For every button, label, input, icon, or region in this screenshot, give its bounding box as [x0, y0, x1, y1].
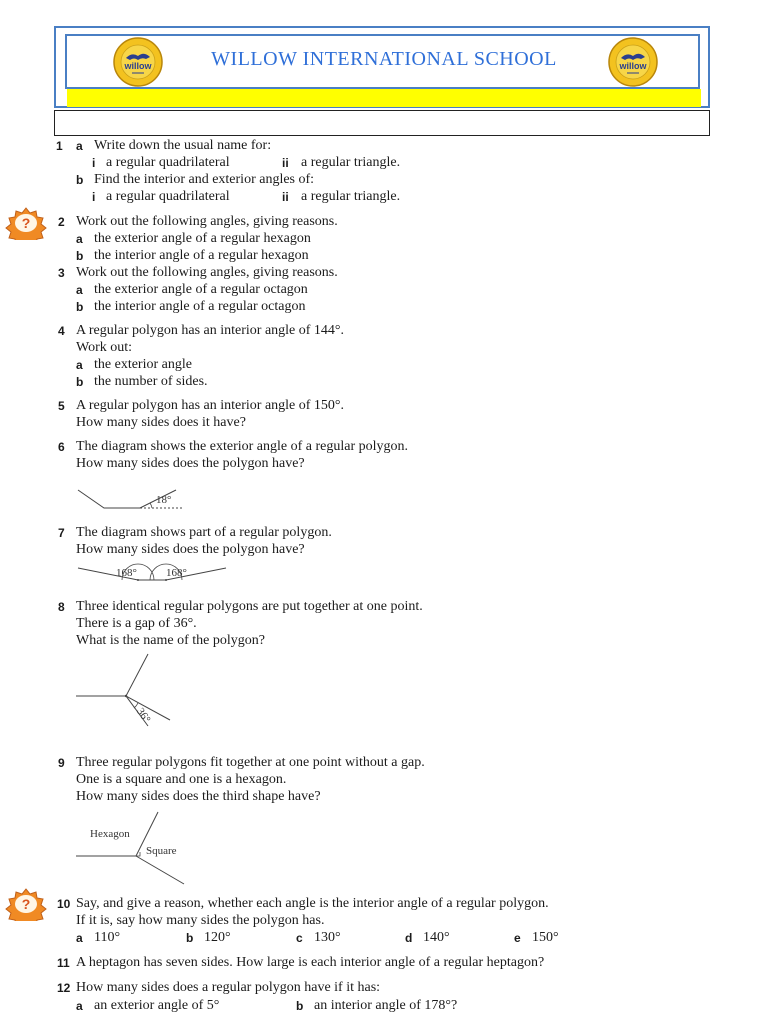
sub-part-label: ii — [282, 156, 289, 170]
question-text: A regular polygon has an interior angle of 144°. — [76, 323, 345, 338]
question-text: the exterior angle of a regular hexagon — [94, 231, 311, 246]
option-value: 130° — [314, 930, 341, 945]
question-text: If it is, say how many sides the polygon has. — [76, 913, 325, 928]
option-label: e — [514, 931, 521, 945]
sub-part-label: i — [92, 156, 96, 170]
svg-text:18°: 18° — [156, 494, 172, 506]
option-label: d — [405, 931, 413, 945]
option-value: 140° — [423, 930, 450, 945]
option-label: a — [76, 931, 83, 945]
part-label: a — [76, 232, 83, 246]
question-text: A regular polygon has an interior angle of 150°. — [76, 398, 345, 413]
part-label: a — [76, 999, 83, 1013]
question-text: the interior angle of a regular hexagon — [94, 248, 309, 263]
svg-text:Hexagon: Hexagon — [90, 828, 130, 840]
question-text: How many sides does a regular polygon have if it has: — [76, 980, 381, 995]
svg-text:36°: 36° — [133, 705, 153, 726]
svg-text:?: ? — [21, 215, 31, 231]
option-value: 110° — [94, 930, 121, 945]
svg-text:168°: 168° — [166, 567, 187, 579]
question-number: 11 — [57, 956, 70, 970]
question-text: a regular quadrilateral — [106, 155, 230, 170]
question-text: an interior angle of 178°? — [314, 998, 458, 1013]
question-text: What is the name of the polygon? — [76, 633, 265, 648]
sub-part-label: i — [92, 190, 96, 204]
question-text: One is a square and one is a hexagon. — [76, 772, 287, 787]
question-number: 6 — [58, 440, 65, 454]
part-label: b — [76, 300, 84, 314]
polygon-part-diagram — [76, 562, 228, 586]
question-number: 4 — [58, 324, 65, 338]
header-info-strip — [54, 110, 710, 136]
question-text: How many sides does the polygon have? — [76, 456, 305, 471]
question-text: Three regular polygons fit together at one point without a gap. — [76, 755, 425, 770]
question-text: The diagram shows the exterior angle of a regular polygon. — [76, 439, 409, 454]
question-text: Three identical regular polygons are put together at one point. — [76, 599, 423, 614]
part-label: a — [76, 139, 83, 153]
question-text: a regular triangle. — [301, 155, 401, 170]
question-number: 5 — [58, 399, 65, 413]
svg-text:willow: willow — [619, 61, 647, 71]
option-value: 150° — [532, 930, 559, 945]
question-text: Work out the following angles, giving reasons. — [76, 265, 338, 280]
question-number: 1 — [56, 139, 63, 153]
question-text: There is a gap of 36°. — [76, 616, 197, 631]
option-label: c — [296, 931, 303, 945]
part-label: b — [76, 375, 84, 389]
question-number: 2 — [58, 215, 65, 229]
svg-text:168°: 168° — [116, 567, 137, 579]
part-label: b — [76, 249, 84, 263]
question-number: 10 — [57, 897, 71, 911]
gap-angle-diagram — [76, 652, 176, 728]
svg-text:?: ? — [21, 896, 31, 912]
header-yellow-band — [67, 89, 701, 107]
svg-text:willow: willow — [124, 61, 152, 71]
question-text: Say, and give a reason, whether each angle is the interior angle of a regular polygon. — [76, 896, 549, 911]
school-name: WILLOW INTERNATIONAL SCHOOL — [211, 48, 557, 70]
question-text: How many sides does it have? — [76, 415, 246, 430]
question-text: Write down the usual name for: — [94, 138, 272, 153]
question-number: 9 — [58, 756, 65, 770]
exterior-angle-diagram — [76, 484, 216, 520]
question-text: the exterior angle of a regular octagon — [94, 282, 308, 297]
part-label: b — [76, 173, 84, 187]
school-logo-right — [605, 36, 661, 88]
question-text: Work out: — [76, 340, 133, 355]
question-mark-badge-icon — [4, 887, 48, 921]
question-mark-badge-icon — [4, 206, 48, 240]
part-label: a — [76, 358, 83, 372]
question-text: a regular triangle. — [301, 189, 401, 204]
question-text: the interior angle of a regular octagon — [94, 299, 306, 314]
question-number: 7 — [58, 526, 65, 540]
question-number: 8 — [58, 600, 65, 614]
school-logo-left — [110, 36, 166, 88]
part-label: a — [76, 283, 83, 297]
question-text: Work out the following angles, giving reasons. — [76, 214, 338, 229]
question-text: an exterior angle of 5° — [94, 998, 220, 1013]
question-text: How many sides does the third shape have? — [76, 789, 321, 804]
sub-part-label: ii — [282, 190, 289, 204]
question-number: 12 — [57, 981, 71, 995]
svg-text:Square: Square — [146, 845, 177, 857]
question-text: The diagram shows part of a regular polygon. — [76, 525, 332, 540]
question-text: A heptagon has seven sides. How large is each interior angle of a regular heptagon? — [76, 955, 545, 970]
question-number: 3 — [58, 266, 65, 280]
question-text: the exterior angle — [94, 357, 192, 372]
question-text: the number of sides. — [94, 374, 208, 389]
question-text: Find the interior and exterior angles of: — [94, 172, 315, 187]
question-text: a regular quadrilateral — [106, 189, 230, 204]
part-label: b — [296, 999, 304, 1013]
polygons-at-point-diagram — [76, 810, 196, 886]
option-value: 120° — [204, 930, 231, 945]
question-text: How many sides does the polygon have? — [76, 542, 305, 557]
option-label: b — [186, 931, 194, 945]
